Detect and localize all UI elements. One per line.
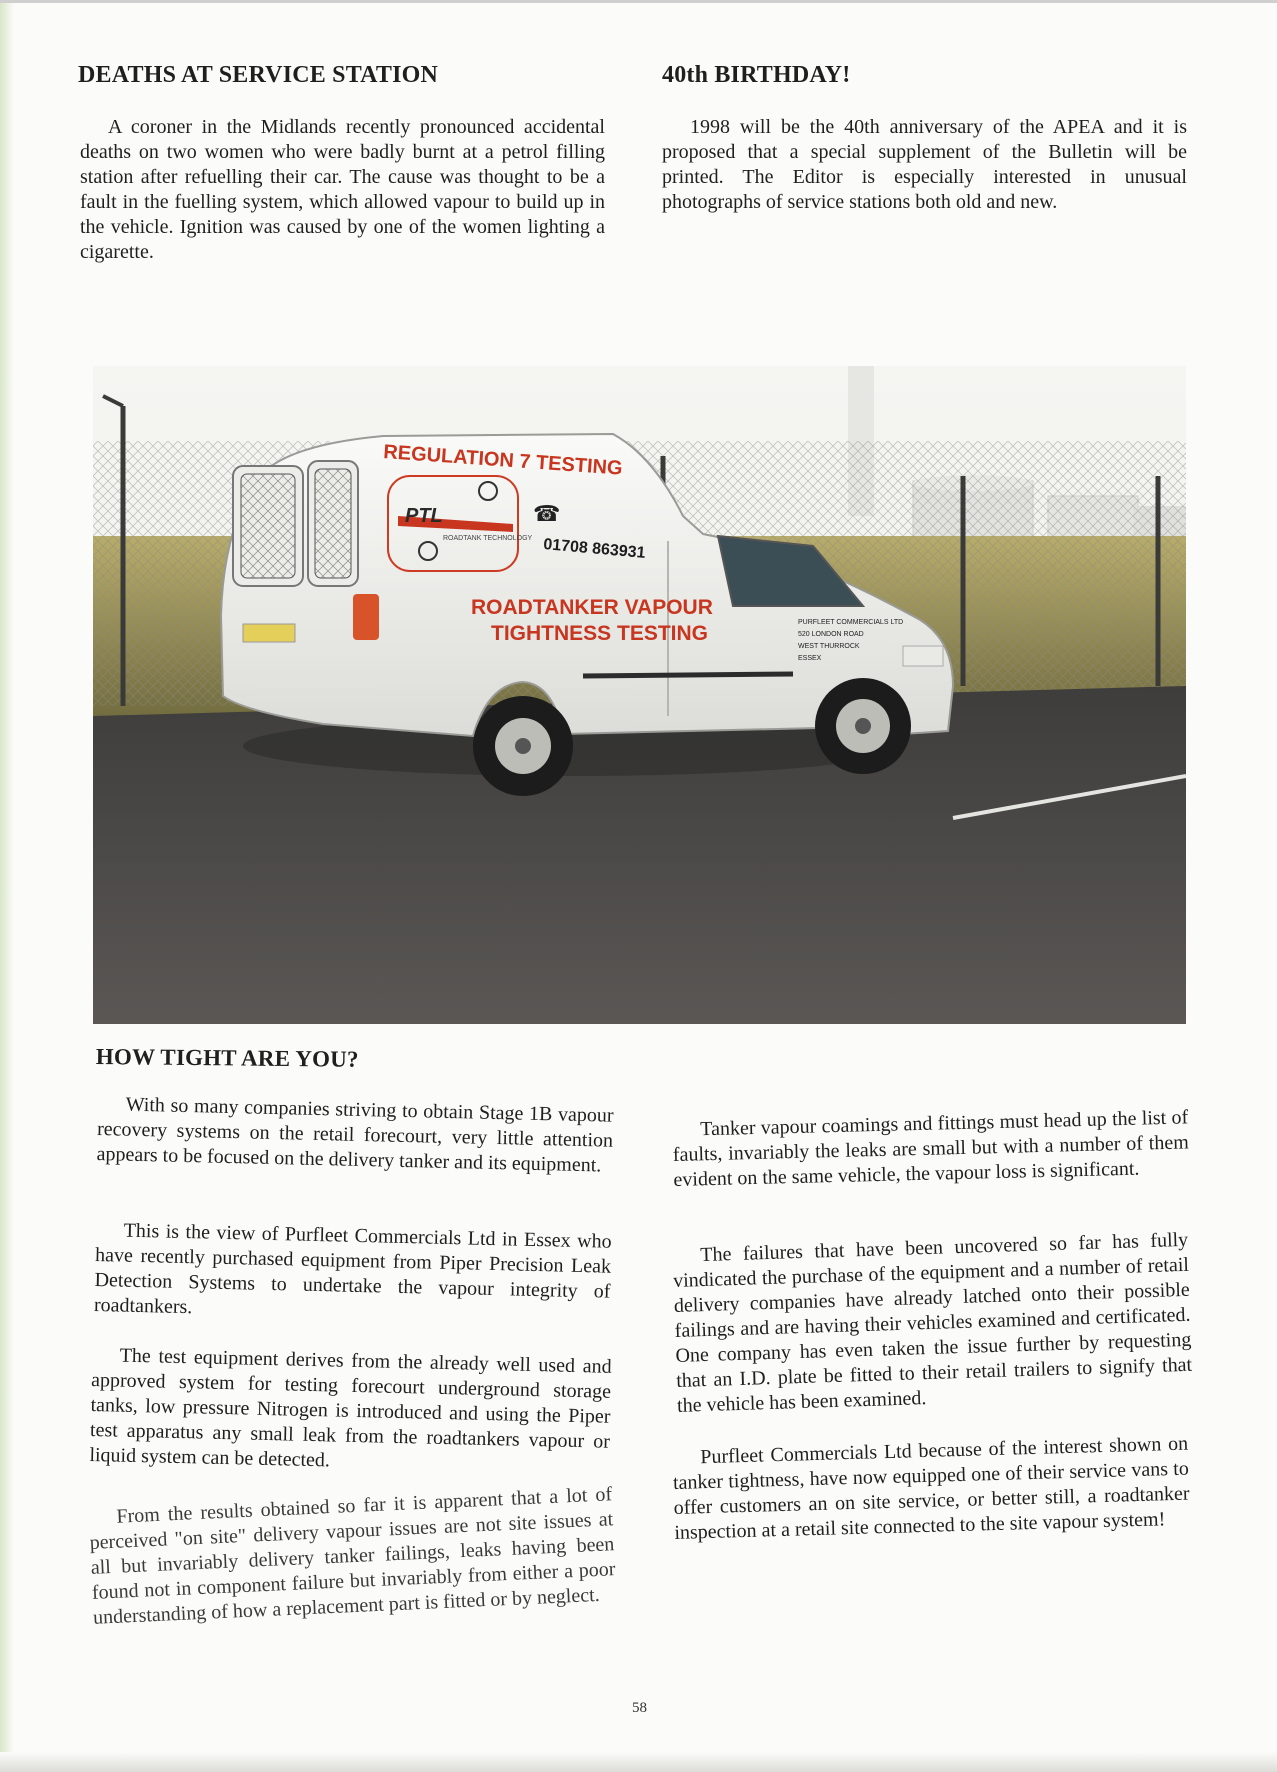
how-tight-paragraph: From the results obtained so far it is apparent that a lot of perceived "on site" delivery vapour issues are not site issues at all but invariably delivery tanker failings, leaks having been found not in component failure but invariably from either a poor understanding of how a replacement part is fitted or by neglect. (89, 1483, 616, 1629)
rear-wheel (473, 696, 573, 796)
van-slogan-line2: TIGHTNESS TESTING (491, 622, 709, 645)
phone-icon: ☎ (533, 501, 561, 526)
van-address-line: ESSEX (798, 655, 822, 662)
van-logo-subtext: ROADTANK TECHNOLOGY (443, 535, 533, 542)
headline-how-tight: HOW TIGHT ARE YOU? (95, 1044, 359, 1072)
van-photo-illustration (93, 366, 1186, 1024)
van-phone-text: 01708 863931 (542, 536, 647, 562)
front-wheel (815, 678, 911, 774)
how-tight-paragraph: Purfleet Commercials Ltd because of the interest shown on tanker tightness, have now equipped one of their service vans to offer customers an on site service, or better still, a roadtanker inspection at a retail site connected to the site vapour system! (672, 1432, 1190, 1544)
page-bottom-shadow (0, 1752, 1277, 1772)
van-address-line: PURFLEET COMMERCIALS LTD (798, 619, 904, 626)
van-address-line: 520 LONDON ROAD (798, 631, 864, 638)
how-tight-paragraph: The failures that have been uncovered so far has fully vindicated the purchase of the equipment and a number of retail delivery companies have already latched onto their possible failings and are having their vehicles examined and certificated. One company has even taken the issue further by requesting that an I.D. plate be fitted to their retail trailers to signify that the vehicle has been examined. (672, 1228, 1193, 1417)
page-number: 58 (632, 1700, 647, 1716)
van-logo-text: PTL (405, 505, 443, 527)
headline-birthday: 40th BIRTHDAY! (662, 62, 851, 88)
how-tight-paragraph: With so many companies striving to obtain Stage 1B vapour recovery systems on the retail forecourt, very little attention appears to be focused on the delivery tanker and its equipment. (96, 1093, 614, 1177)
how-tight-paragraph: Tanker vapour coamings and fittings must head up the list of faults, invariably the leaks are small but with a number of them evident on the same vehicle, the vapour loss is significant. (672, 1106, 1190, 1191)
how-tight-paragraph: The test equipment derives from the already well used and approved system for testing forecourt underground storage tanks, low pressure Nitrogen is introduced and using the Piper test apparatus any small leak from the roadtankers vapour or liquid system can be detected. (89, 1344, 612, 1472)
headline-deaths: DEATHS AT SERVICE STATION (78, 62, 439, 88)
van-slogan-line1: ROADTANKER VAPOUR (471, 596, 713, 619)
top-rule (0, 0, 1277, 3)
birthday-paragraph: 1998 will be the 40th anniversary of the APEA and it is proposed that a special supplement of the Bulletin will be printed. The Editor is especially interested in unusual photographs of service stations both old and new. (662, 116, 1187, 213)
van-address-line: WEST THURROCK (798, 643, 860, 650)
deaths-paragraph: A coroner in the Midlands recently pronounced accidental deaths on two women who were badly burnt at a petrol filling station after refuelling their car. The cause was thought to be a fault in the fuelling system, which allowed vapour to build up in the vehicle. Ignition was caused by one of the women lighting a cigarette. (80, 116, 605, 263)
page-binding-edge (0, 0, 14, 1772)
van-photo (93, 366, 1186, 1024)
how-tight-paragraph: This is the view of Purfleet Commercials Ltd in Essex who have recently purchased equipment from Piper Precision Leak Detection Systems to undertake the vapour integrity of roadtankers. (93, 1219, 612, 1319)
van-header-text: REGULATION 7 TESTING (382, 441, 624, 480)
